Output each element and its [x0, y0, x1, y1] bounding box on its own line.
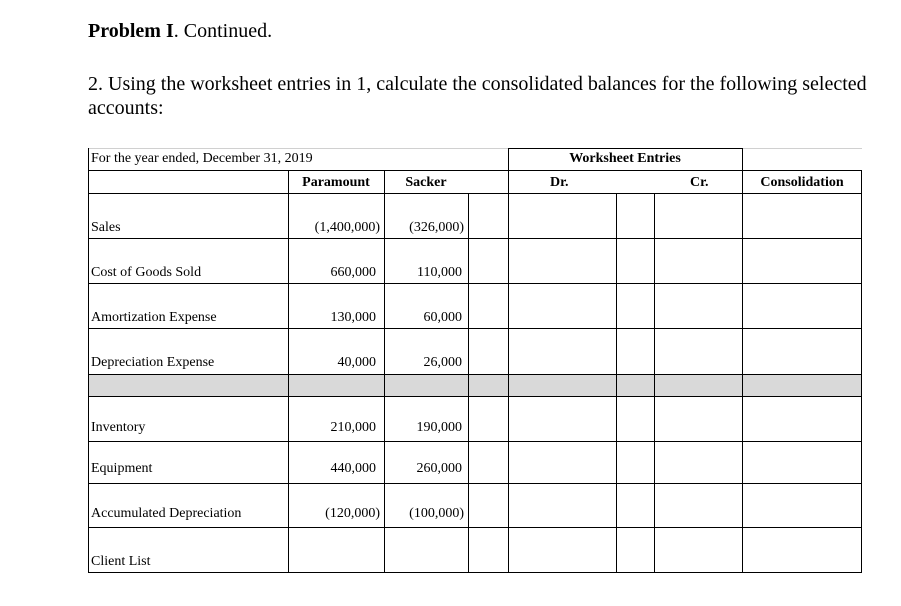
sacker-value: 26,000: [423, 355, 462, 370]
sacker-value: (326,000): [409, 220, 464, 235]
sacker-value: 110,000: [417, 265, 462, 280]
separator-row: [88, 375, 862, 396]
account-name: Cost of Goods Sold: [91, 265, 202, 280]
instructions: 2. Using the worksheet entries in 1, calculate the consolidated balances for the following selected accounts:: [88, 73, 867, 119]
col-header-sacker: Sacker: [405, 175, 447, 190]
account-name: Depreciation Expense: [91, 355, 215, 370]
problem-continued: . Continued.: [173, 20, 273, 42]
paramount-value: (1,400,000): [314, 220, 380, 235]
period-label: For the year ended, December 31, 2019: [91, 151, 313, 166]
paramount-value: 210,000: [330, 420, 376, 435]
paramount-value: 130,000: [330, 310, 376, 325]
worksheet-entries-header: Worksheet Entries: [569, 151, 681, 166]
account-name: Accumulated Depreciation: [91, 506, 242, 521]
col-header-consolidation: Consolidation: [760, 175, 844, 190]
problem-label: Problem I: [88, 20, 174, 42]
col-header-paramount: Paramount: [302, 175, 370, 190]
account-name: Amortization Expense: [91, 310, 217, 325]
col-header-cr: Cr.: [690, 175, 709, 190]
sacker-value: 190,000: [416, 420, 462, 435]
sacker-value: 60,000: [423, 310, 462, 325]
paramount-value: 40,000: [337, 355, 376, 370]
problem-heading: [88, 20, 272, 43]
col-header-dr: Dr.: [550, 175, 569, 190]
account-name: Inventory: [91, 420, 146, 435]
paramount-value: 660,000: [330, 265, 376, 280]
paramount-value: (120,000): [325, 506, 380, 521]
account-name: Sales: [91, 220, 121, 235]
sacker-value: (100,000): [409, 506, 464, 521]
sacker-value: 260,000: [416, 461, 462, 476]
account-name: Client List: [91, 554, 151, 569]
account-name: Equipment: [91, 461, 153, 476]
paramount-value: 440,000: [330, 461, 376, 476]
